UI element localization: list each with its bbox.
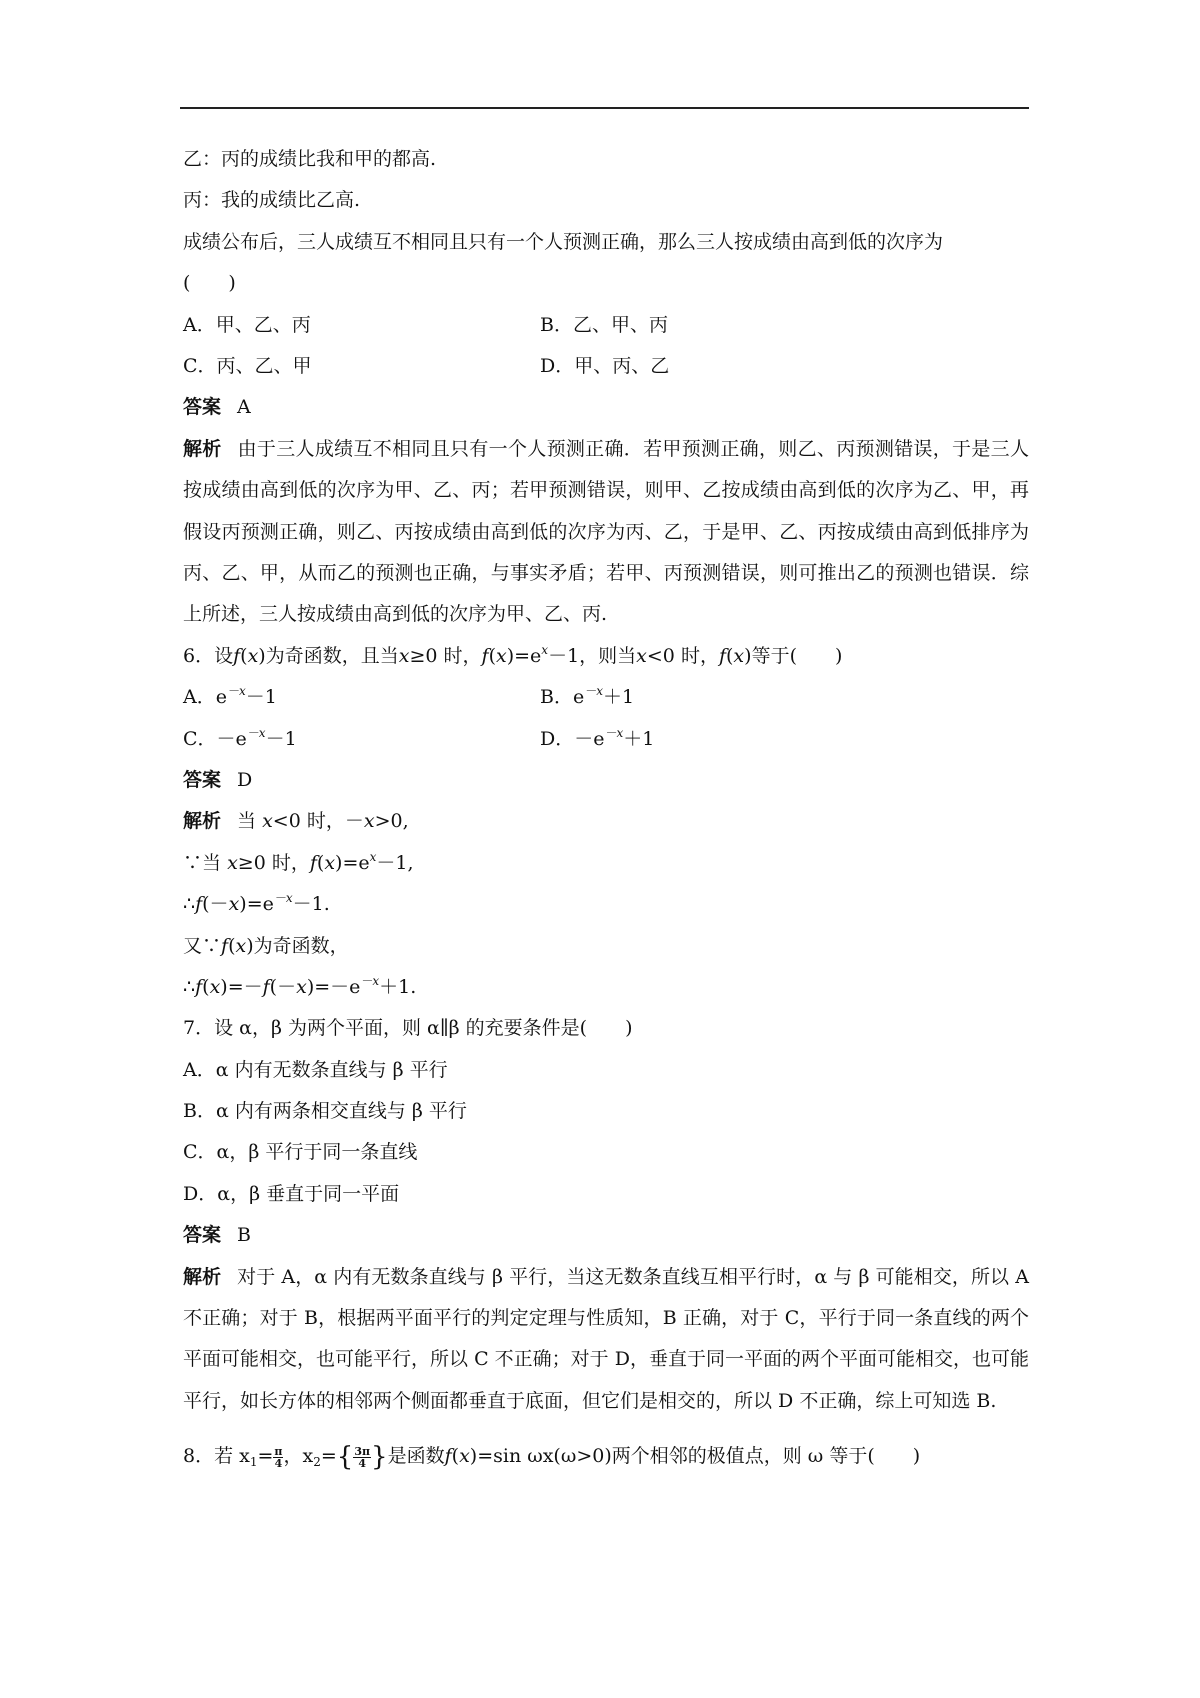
analysis-text: 当 (237, 810, 257, 833)
analysis-text: 由于三人成绩互不相同且只有一个人预测正确．若甲预测正确，则乙、丙预测错误，于是三人按成绩由高到低的次序为甲、乙、丙；若甲预测错误，则甲、乙按成绩由高到低的次序为乙、甲，再假设丙预测正确，则乙、丙按成绩由高到低的次序为丙、乙，于是甲、乙、丙按成绩由高到低排序为丙、乙、甲，从而乙的预测也正确，与事实矛盾；若甲、丙预测错误，则可推出乙的预测也错误．综上所述，三人按成绩由高到低的次序为甲、乙、丙. (183, 437, 1029, 626)
q6-text: 为奇函数，且当 (265, 644, 399, 667)
analysis-text: =e (342, 851, 370, 874)
analysis-text: ∴ (183, 975, 196, 998)
math-f: f (195, 975, 203, 998)
q7-answer (183, 1215, 1029, 1256)
math-exponent: －x (226, 684, 246, 699)
fraction-numerator: 3π (354, 1444, 371, 1458)
option-text: C．－e (183, 727, 247, 750)
math-exponent: －x (246, 725, 266, 740)
math-subscript: 1 (249, 1455, 258, 1470)
q8-text: =sin ωx(ω>0)两个相邻的极值点，则 ω 等于( ) (477, 1445, 921, 1468)
analysis-text: 为奇函数， (253, 934, 349, 957)
math-x: x (324, 851, 336, 874)
option-text: －1 (245, 686, 277, 709)
option-text: B．e (540, 686, 585, 709)
math-exponent: －x (273, 891, 293, 906)
q5-statement-bing: 丙：我的成绩比乙高. (183, 189, 361, 212)
analysis-text: =－ (227, 975, 263, 998)
q6-option-b (540, 677, 897, 718)
q6-text: ≥0 时， (409, 644, 482, 667)
math-x: x (733, 644, 745, 667)
math-f: f (309, 851, 317, 874)
q6-analysis-line-1 (183, 801, 1029, 842)
q5-option-c: C．丙、乙、甲 (183, 354, 312, 377)
q5-answer (183, 387, 1029, 428)
q5-option-a: A．甲、乙、丙 (183, 313, 311, 336)
answer-value: A (237, 396, 251, 419)
q6-text: 设 (214, 644, 234, 667)
math-x: x (296, 975, 307, 998)
math-x: x (209, 975, 221, 998)
q8-text: = (257, 1445, 274, 1468)
q8-text: 是函数 (387, 1445, 445, 1468)
math-f: f (233, 644, 241, 667)
q6-analysis-line-5: $\therefore f(x)=-f(-x)=-e^{-x}+1$. (183, 973, 417, 998)
math-x: x (363, 810, 375, 833)
q7-stem (183, 1008, 1029, 1049)
q6-stem: 6．设f(x)为奇函数，且当x≥0 时，$f(x)=e^x-1$，则当x<0 时，f(x)等于( ) (183, 642, 843, 667)
q6-options-row-2 (183, 719, 1029, 760)
analysis-text: ≥0 时， (237, 851, 310, 874)
answer-label: 答案 (183, 1224, 222, 1247)
option-text: A．e (183, 686, 227, 709)
q5-option-d: D．甲、丙、乙 (540, 354, 670, 377)
q6-option-a (183, 677, 540, 718)
math-x: x (227, 851, 238, 874)
analysis-text: <0 时，－ (272, 810, 364, 833)
q6-answer (183, 760, 1029, 801)
analysis-text: ∴ (183, 893, 196, 916)
option-text: ＋1 (623, 727, 655, 750)
q7-analysis (183, 1257, 1029, 1423)
q8-text: = (320, 1445, 337, 1468)
answer-label: 答案 (183, 396, 222, 419)
q5-statement-yi: 乙：丙的成绩比我和甲的都高. (183, 148, 437, 170)
math-subscript: 2 (313, 1455, 321, 1470)
analysis-text: >0, (374, 810, 409, 833)
left-brace-icon: { (336, 1442, 354, 1473)
analysis-text: －1, (376, 851, 414, 874)
q6-analysis-line-4: 又∵f(x)为奇函数， (183, 934, 349, 957)
math-exponent: x (541, 642, 549, 657)
math-f: f (718, 644, 726, 667)
analysis-text: )=－e (306, 975, 361, 998)
q8-stem: 8．若 $x_1=$ $\frac{\pi}{4}$ ，$x_2=${ $\frac{3\pi}{4}$ }是函数f(x)=sin ωx(ω>0)两个相邻的极值点，则 ω 等于( ) (183, 1442, 921, 1473)
answer-label: 答案 (183, 768, 222, 791)
fraction-pi-over-4 (273, 1446, 283, 1469)
math-exponent: x (369, 849, 377, 864)
q6-option-c (183, 719, 540, 760)
math-x: x (636, 644, 647, 667)
math-exponent: －x (360, 973, 380, 988)
analysis-text: ∵当 (183, 851, 222, 874)
q5-options-row-1 (183, 305, 1029, 346)
q6-text: <0 时， (646, 644, 719, 667)
q6-options-row-1 (183, 677, 1029, 718)
q7-option-a: A．α 内有无数条直线与 β 平行 (183, 1058, 448, 1081)
spacer (183, 1422, 1029, 1436)
question-number: 6． (183, 644, 215, 667)
analysis-text: (－ (202, 893, 229, 916)
q7-option-b: B．α 内有两条相交直线与 β 平行 (183, 1100, 467, 1123)
fraction-3pi-over-4 (353, 1446, 371, 1469)
q6-text: 等于( ) (751, 644, 843, 667)
q5-options-row-2 (183, 346, 1029, 387)
math-x: x (228, 893, 240, 916)
analysis-label: 解析 (183, 437, 222, 460)
math-f: f (221, 934, 229, 957)
q5-paren: ( ) (183, 272, 236, 295)
math-x: x (247, 644, 259, 667)
analysis-text: (－ (269, 975, 297, 998)
analysis-label: 解析 (183, 810, 222, 833)
math-x: x (262, 810, 273, 833)
math-f: f (262, 975, 270, 998)
analysis-text: 又∵ (183, 934, 222, 957)
question-number: 8． (183, 1445, 215, 1468)
header-rule (180, 107, 1029, 109)
analysis-text: ＋1. (379, 975, 417, 998)
q6-text: －1，则当 (548, 644, 637, 667)
q8-text: 若 x (214, 1445, 250, 1468)
option-text: D．－e (540, 727, 605, 750)
math-x: x (398, 644, 410, 667)
analysis-text: －1. (292, 893, 330, 916)
math-f: f (481, 644, 489, 667)
fraction-numerator: π (274, 1444, 283, 1458)
answer-value: B (237, 1224, 251, 1247)
analysis-text: 对于 A，α 内有无数条直线与 β 平行，当这无数条直线互相平行时，α 与 β 可能相交，所以 A 不正确；对于 B，根据两平面平行的判定定理与性质知，B 正确，对于 C，平行于同一条直线的两个平面可能相交，也可能平行，所以 C 不正确；对于 D，垂直于同一平面的两个平面可能相交，也可能平行，如长方体的相邻两个侧面都垂直于底面，但它们是相交的，所以 D 不正确，综上可知选 B. (183, 1265, 1029, 1412)
q5-stem: 成绩公布后，三人成绩互不相同且只有一个人预测正确，那么三人按成绩由高到低的次序为 (183, 230, 944, 253)
math-x: x (235, 934, 247, 957)
math-x: x (495, 644, 507, 667)
q6-option-d (540, 719, 897, 760)
math-exponent: －x (604, 725, 624, 740)
q6-analysis-line-2: ∵当 x≥0 时，$f(x)=e^x-1$, (183, 849, 414, 874)
math-f: f (195, 893, 203, 916)
question-number: 7． (183, 1017, 215, 1040)
q6-text: =e (514, 644, 542, 667)
option-text: －1 (265, 727, 297, 750)
math-f: f (444, 1445, 452, 1468)
right-brace-icon: } (371, 1442, 388, 1473)
analysis-label: 解析 (183, 1265, 222, 1288)
q8-text: ，x (283, 1445, 314, 1468)
option-text: ＋1 (603, 686, 635, 709)
answer-value: D (237, 768, 253, 791)
math-x: x (459, 1445, 470, 1468)
math-exponent: －x (584, 684, 603, 699)
fraction-denominator: 4 (274, 1456, 283, 1470)
q7-option-d: D．α，β 垂直于同一平面 (183, 1182, 400, 1205)
analysis-text: )=e (239, 893, 274, 916)
q5-analysis (183, 429, 1029, 636)
q5-option-b: B．乙、甲、丙 (540, 313, 668, 336)
q7-text: 设 α，β 为两个平面，则 α∥β 的充要条件是( ) (214, 1017, 633, 1040)
q6-analysis-line-3 (183, 884, 1029, 925)
fraction-denominator: 4 (358, 1456, 366, 1470)
document-body (183, 139, 1029, 1478)
q7-option-c: C．α，β 平行于同一条直线 (183, 1141, 418, 1164)
